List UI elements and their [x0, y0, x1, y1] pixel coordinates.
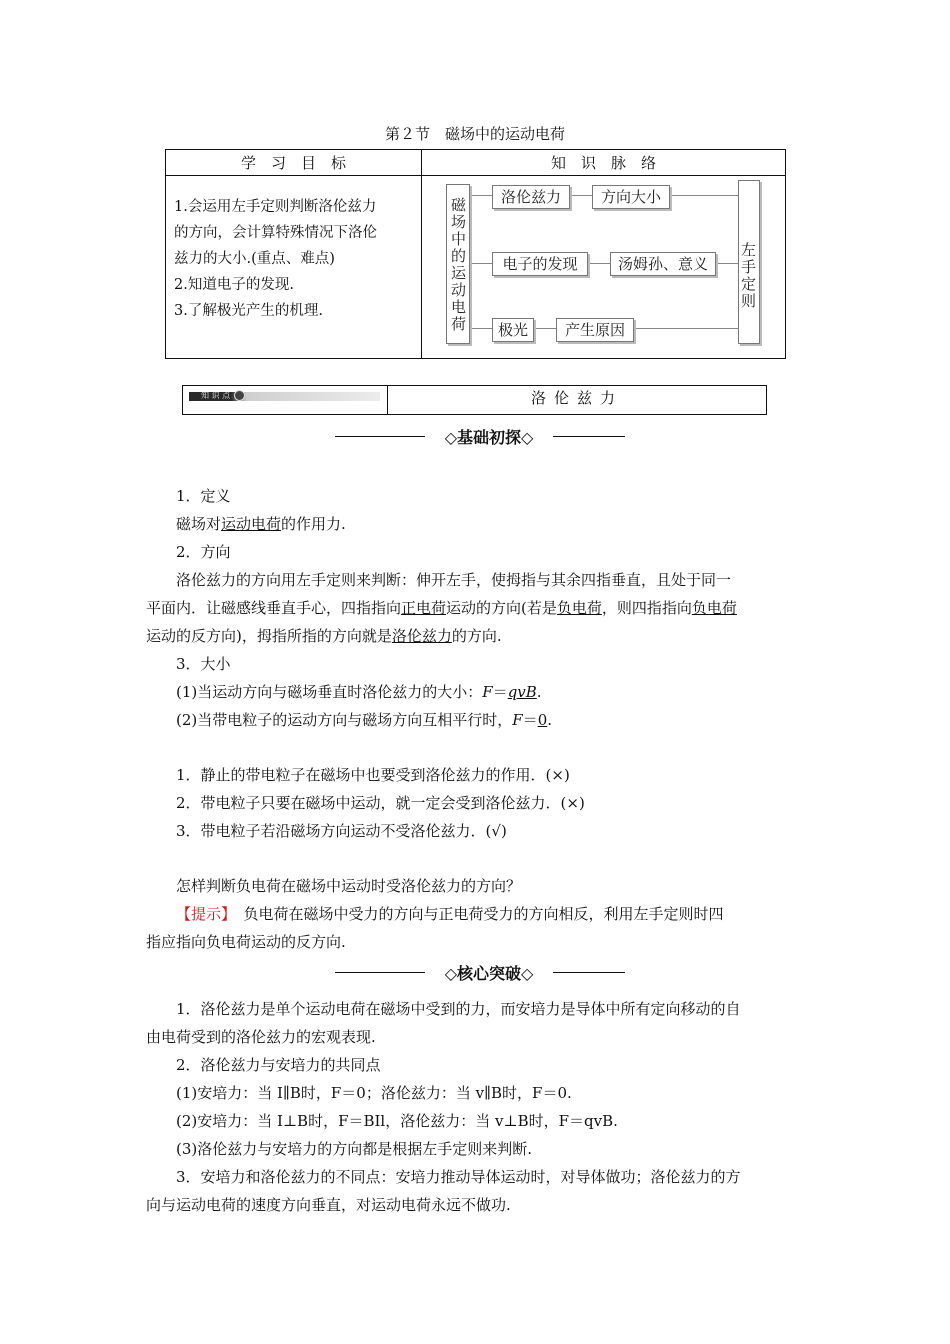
diagram-connector: [718, 263, 738, 264]
section-header: [182, 385, 767, 415]
hint: 指应指向负电荷运动的反方向.: [146, 933, 346, 951]
diagram-node: 汤姆孙、意义: [610, 252, 716, 276]
hint: 【提示】 负电荷在磁场中受力的方向与正电荷受力的方向相反，利用左手定则时四: [176, 905, 724, 923]
band-title: ◇核心突破◇: [444, 964, 534, 983]
core-point: (3)洛伦兹力与安培力的方向都是根据左手定则来判断.: [176, 1140, 533, 1158]
band-title: ◇基础初探◇: [444, 428, 534, 447]
core-point: 1．洛伦兹力是单个运动电荷在磁场中受到的力，而安培力是导体中所有定向移动的自: [176, 1000, 741, 1018]
goals-header: 学 习 目 标: [240, 154, 346, 172]
judgement-item: 3．带电粒子若沿磁场方向运动不受洛伦兹力．(√): [176, 822, 507, 840]
overview-table: [165, 149, 786, 359]
core-point: 由电荷受到的洛伦兹力的宏观表现.: [146, 1028, 376, 1046]
question: 怎样判断负电荷在磁场中运动时受洛伦兹力的方向？: [176, 877, 522, 895]
core-point: 3．安培力和洛伦兹力的不同点：安培力推动导体运动时，对导体做功；洛伦兹力的方: [176, 1168, 741, 1186]
section-band-basics: [335, 425, 625, 449]
core-point: 向与运动电荷的速度方向垂直，对运动电荷永远不做功.: [146, 1196, 511, 1214]
diagram-node: 产生原因: [556, 318, 634, 342]
core-point: (1)安培力：当 I∥B时，F＝0；洛伦兹力：当 v∥B时，F＝0.: [176, 1084, 572, 1102]
diagram-node: 洛伦兹力: [492, 185, 570, 209]
diagram-connector: [572, 195, 592, 196]
judgement-item: 2．带电粒子只要在磁场中运动，就一定会受到洛伦兹力．(×): [176, 794, 585, 812]
diagram-connector: [672, 195, 738, 196]
section-badge: [189, 392, 380, 401]
diagram-node: 电子的发现: [492, 252, 588, 276]
page-title: 第２节 磁场中的运动电荷: [384, 125, 565, 143]
knowledge-header: 知 识 脉 络: [550, 154, 656, 172]
learning-goals: [174, 194, 414, 324]
judgement-item: 1．静止的带电粒子在磁场中也要受到洛伦兹力的作用．(×): [176, 766, 570, 784]
diagram-connector: [472, 328, 492, 329]
size-heading: 3．大小: [176, 655, 231, 673]
section-band-core: [335, 961, 625, 985]
definition-heading: 1．定义: [176, 487, 231, 505]
direction-text: 平面内．让磁感线垂直手心，四指指向正电荷运动的方向(若是负电荷，则四指指向负电荷: [146, 599, 737, 617]
diagram-node: 方向大小: [592, 185, 670, 209]
size-formula: (1)当运动方向与磁场垂直时洛伦兹力的大小：F＝qvB.: [176, 683, 542, 701]
diagram-connector: [472, 263, 492, 264]
goal-line: 兹力的大小.(重点、难点): [174, 251, 335, 267]
diagram-node: 极光: [492, 318, 534, 342]
definition-text: 磁场对运动电荷的作用力.: [176, 515, 346, 533]
diagram-root: 磁场中的运动电荷: [446, 184, 470, 344]
diagram-connector: [472, 195, 492, 196]
hint-label: 【提示】: [176, 905, 229, 923]
badge-label: 知 识 点: [201, 391, 231, 400]
direction-heading: 2．方向: [176, 543, 231, 561]
badge-circle-icon: [234, 390, 245, 401]
goal-line: 1.会运用左手定则判断洛伦兹力: [174, 199, 377, 215]
table-divider: [421, 150, 422, 358]
diagram-connector: [636, 328, 738, 329]
goal-line: 2.知道电子的发现.: [174, 277, 294, 293]
diagram-connector: [590, 263, 610, 264]
diagram-connector: [536, 328, 556, 329]
section-name: 洛伦兹力: [530, 389, 623, 407]
size-formula: (2)当带电粒子的运动方向与磁场方向互相平行时，F＝0.: [176, 711, 553, 729]
table-divider: [166, 175, 785, 176]
goal-line: 3.了解极光产生的机理.: [174, 303, 323, 319]
direction-text: 运动的反方向)，拇指所指的方向就是洛伦兹力的方向.: [146, 627, 502, 645]
diagram-rule: 左手定则: [738, 180, 760, 344]
core-point: (2)安培力：当 I⊥B时，F＝BIl，洛伦兹力：当 v⊥B时，F＝qvB.: [176, 1112, 618, 1130]
direction-text: 洛伦兹力的方向用左手定则来判断：伸开左手，使拇指与其余四指垂直，且处于同一: [176, 571, 732, 589]
goal-line: 的方向，会计算特殊情况下洛伦: [174, 225, 377, 241]
core-point: 2．洛伦兹力与安培力的共同点: [176, 1056, 381, 1074]
